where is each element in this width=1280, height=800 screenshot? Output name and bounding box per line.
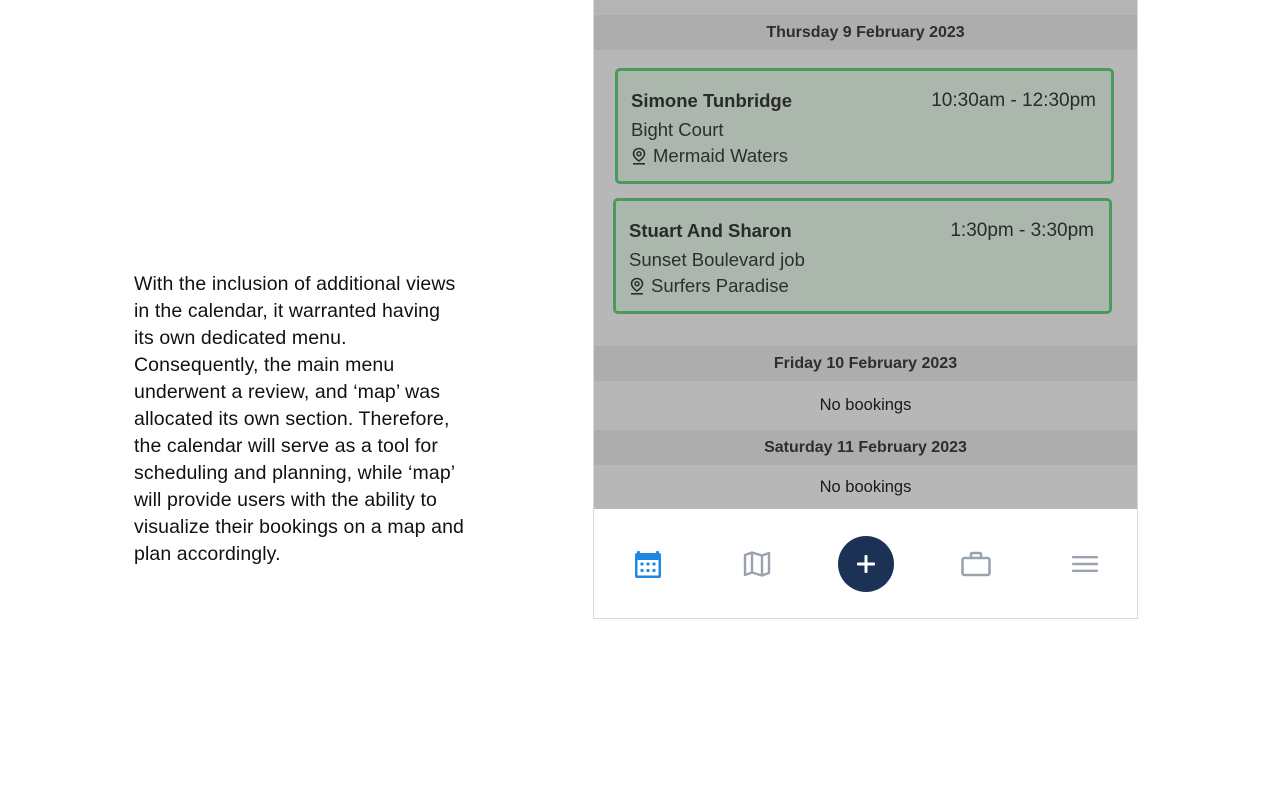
description-text: With the inclusion of additional views in the calendar, it warranted having its own dedicated menu. Consequently, the main menu underwent a review, and ‘map’ was allocated its own section. Therefore, the calendar will serve as a tool for scheduling and planning, while ‘map’ will provide users with the ability to visualize their bookings on a map and plan accordingly. <box>134 273 464 565</box>
plus-icon <box>855 553 877 575</box>
nav-map[interactable] <box>729 536 785 592</box>
booking-location-text: Mermaid Waters <box>653 145 789 166</box>
location-pin-icon <box>631 147 647 165</box>
booking-location <box>629 275 789 297</box>
day-header-friday: Friday 10 February 2023 <box>594 346 1137 381</box>
booking-card-simone[interactable] <box>615 68 1114 184</box>
nav-calendar[interactable] <box>620 536 676 592</box>
booking-job-name: Sunset Boulevard job <box>629 249 805 270</box>
previous-section-edge <box>594 0 1137 14</box>
day-header-thursday: Thursday 9 February 2023 <box>594 15 1137 50</box>
day-header-saturday: Saturday 11 February 2023 <box>594 430 1137 465</box>
location-pin-icon <box>629 277 645 295</box>
booking-client-name: Stuart And Sharon <box>629 220 792 241</box>
map-icon <box>743 551 771 577</box>
briefcase-icon <box>961 551 991 577</box>
booking-card-stuart[interactable] <box>613 198 1112 314</box>
booking-location-text: Surfers Paradise <box>651 275 789 296</box>
booking-job-name: Bight Court <box>631 119 724 140</box>
booking-time: 10:30am - 12:30pm <box>931 90 1096 111</box>
calendar-icon <box>634 549 662 579</box>
nav-menu[interactable] <box>1057 536 1113 592</box>
booking-client-name: Simone Tunbridge <box>631 90 793 111</box>
nav-jobs[interactable] <box>948 536 1004 592</box>
booking-time: 1:30pm - 3:30pm <box>950 220 1094 241</box>
add-booking-button[interactable] <box>838 536 894 592</box>
no-bookings-friday: No bookings <box>819 396 912 414</box>
no-bookings-saturday: No bookings <box>819 477 912 496</box>
booking-location <box>631 145 788 167</box>
phone-screen <box>593 0 1138 619</box>
bottom-nav-bar <box>594 509 1137 619</box>
menu-icon <box>1071 554 1099 574</box>
